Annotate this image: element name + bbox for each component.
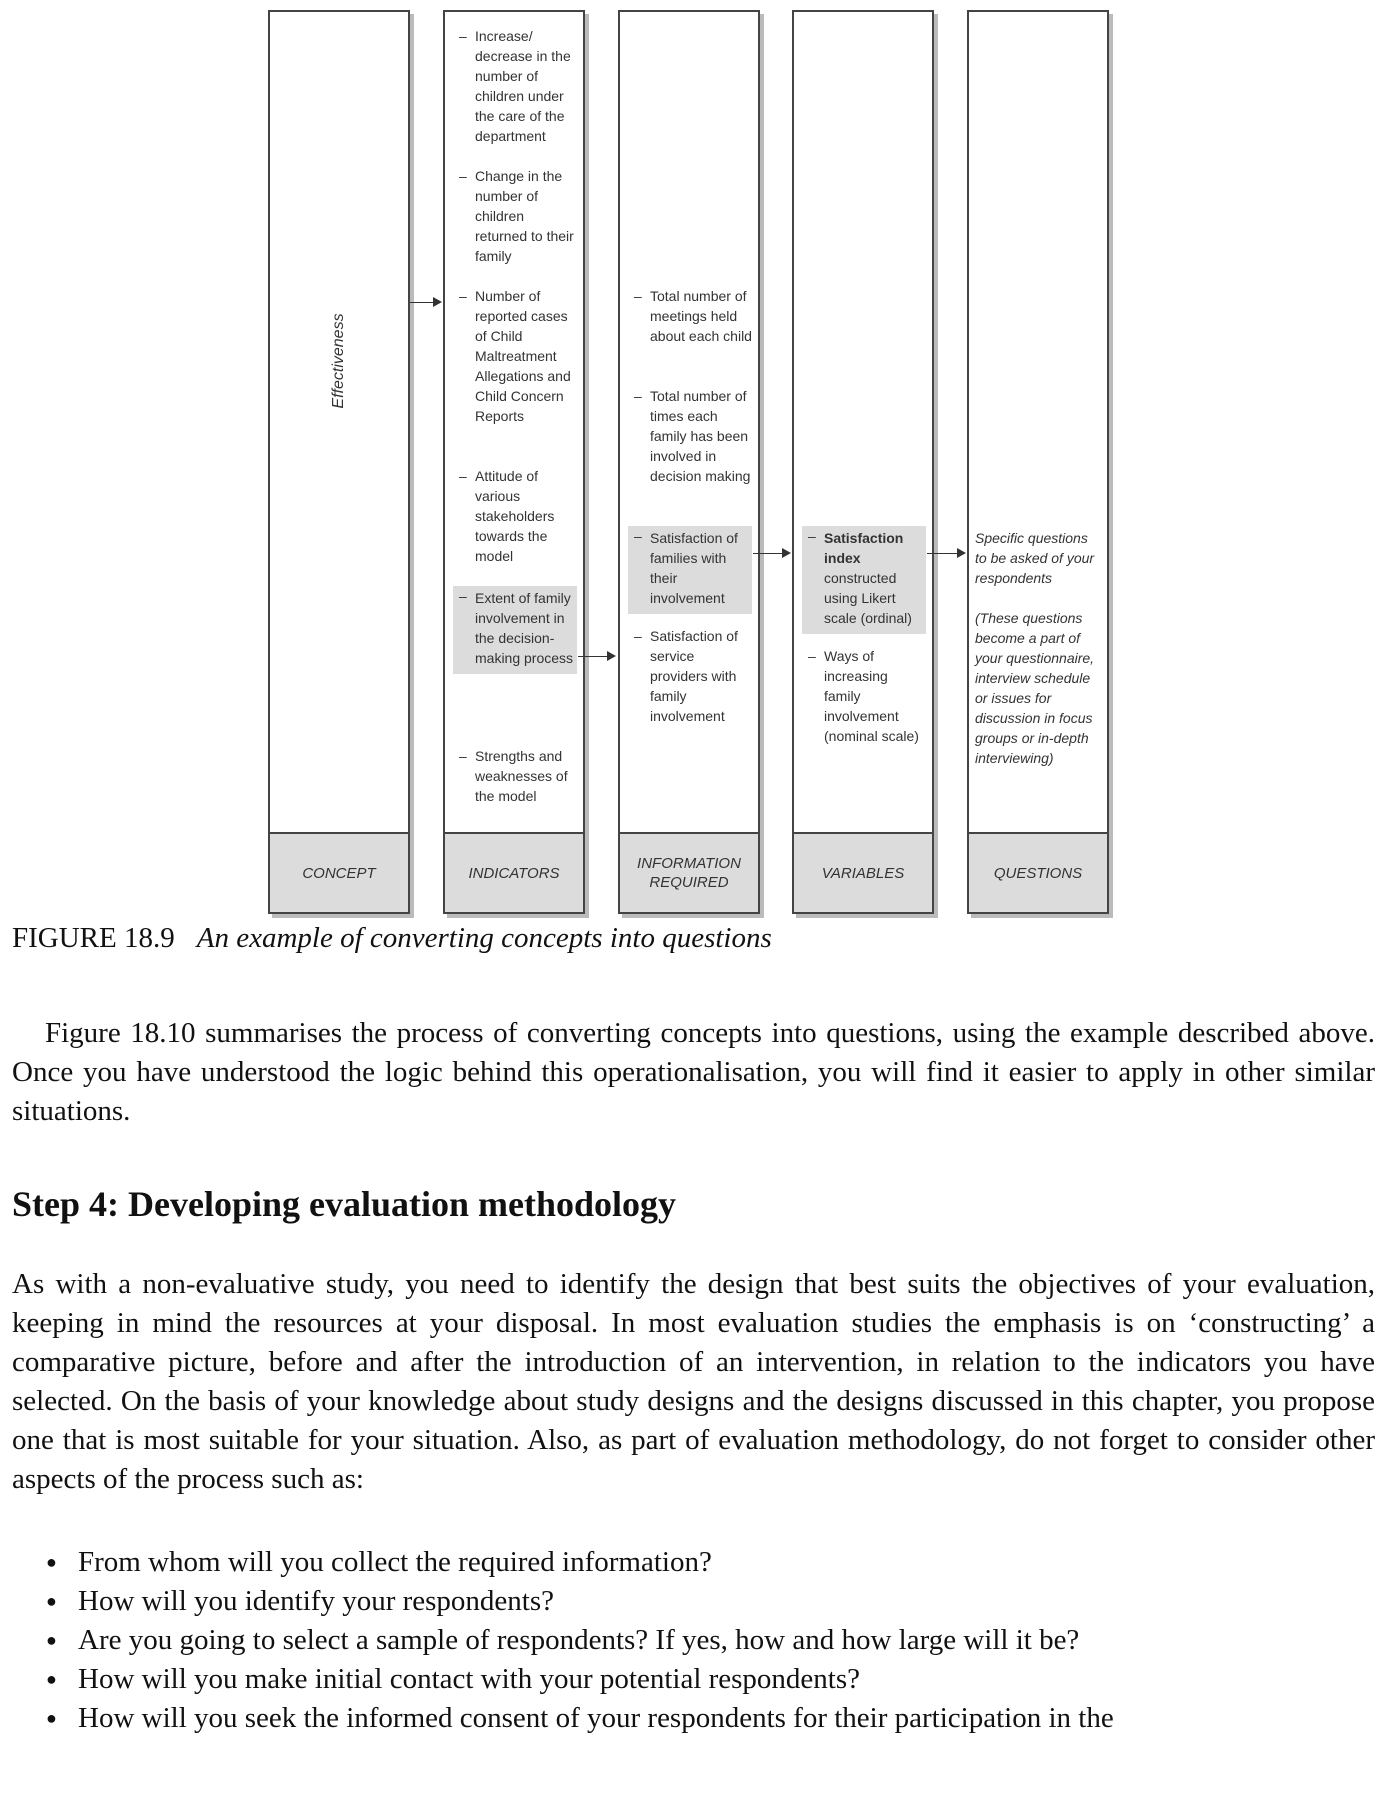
variable-item: – Ways of increasing family involvement (nominal scale) — [802, 646, 926, 746]
information-item: – Total number of times each family has been involved in decision making — [628, 386, 752, 486]
arrow-variables-to-questions — [927, 553, 964, 554]
information-header-line2: REQUIRED — [649, 874, 729, 891]
concept-column — [268, 10, 410, 914]
information-header-line1: INFORMATION — [637, 855, 741, 872]
variable-lead: Satisfaction index — [824, 530, 904, 566]
information-item: – Satisfaction of service providers with family involvement — [628, 626, 752, 726]
information-item-highlighted: – Satisfaction of families with their involvement — [628, 526, 752, 614]
arrow-information-to-variables — [753, 553, 789, 554]
variable-item-highlighted — [802, 526, 926, 634]
body-paragraph-1: Figure 18.10 summarises the process of converting concepts into questions, using the example described above. Once you have understood the logic behind this operationalisation, you will find it easier to apply in other similar situations. — [12, 1017, 1375, 1127]
indicator-item-highlighted: – Extent of family involvement in the decision-making process — [453, 586, 577, 674]
information-required-column-header — [620, 832, 758, 912]
information-required-column — [618, 10, 760, 914]
indicator-item: – Number of reported cases of Child Maltreatment Allegations and Child Concern Reports — [453, 286, 577, 426]
arrow-concept-to-indicators — [410, 302, 440, 303]
indicator-item: – Strengths and weaknesses of the model — [453, 746, 577, 806]
figure-caption-label: FIGURE 18.9 — [12, 922, 175, 954]
questions-note-text: (These questions become a part of your questionnaire, interview schedule or issues for discussion in focus groups or in-depth interviewing) — [975, 610, 1095, 766]
questions-main-text: Specific questions to be asked of your respondents — [975, 530, 1095, 586]
variables-column — [792, 10, 934, 914]
body-paragraph-2: As with a non-evaluative study, you need to identify the design that best suits the objectives of your evaluation, keeping in mind the resources at your disposal. In most evaluation studies the emphasis is on ‘constructing’ a comparative picture, before and after the introduction of an intervention, in relation to the indicators you have selected. On the basis of your knowledge about study designs and the designs discussed in this chapter, you propose one that is most suitable for your situation. Also, as part of evaluation methodology, do not forget to consider other aspects of the process such as: — [12, 1268, 1375, 1495]
bullet-item: ● How will you seek the informed consent of your respondents for their participation in the — [12, 1699, 1382, 1738]
questions-column — [967, 10, 1109, 914]
indicator-item: – Increase/ decrease in the number of children under the care of the department — [453, 26, 577, 146]
indicator-item: – Attitude of various stakeholders towards the model — [453, 466, 577, 566]
bullet-item: ● From whom will you collect the required information? — [12, 1543, 1382, 1582]
indicator-item: – Change in the number of children returned to their family — [453, 166, 577, 266]
concept-label: Effectiveness — [330, 313, 347, 409]
arrow-indicators-to-information — [578, 656, 614, 657]
figure-caption-title: An example of converting concepts into questions — [196, 922, 772, 954]
bullet-item: ● How will you make initial contact with your potential respondents? — [12, 1660, 1382, 1699]
concept-column-header: CONCEPT — [270, 832, 408, 912]
bullet-item: ● How will you identify your respondents? — [12, 1582, 1382, 1621]
indicators-column-header: INDICATORS — [445, 832, 583, 912]
bullet-list — [12, 1543, 1382, 1738]
figure-caption — [12, 922, 772, 955]
concepts-to-questions-figure — [268, 10, 1120, 922]
questions-column-header: QUESTIONS — [969, 832, 1107, 912]
variable-rest: constructed using Likert scale (ordinal) — [824, 570, 912, 626]
bullet-item: ● Are you going to select a sample of respondents? If yes, how and how large will it be? — [12, 1621, 1382, 1660]
variables-column-header: VARIABLES — [794, 832, 932, 912]
indicators-column — [443, 10, 585, 914]
information-item: – Total number of meetings held about each child — [628, 286, 752, 346]
section-heading: Step 4: Developing evaluation methodology — [12, 1184, 677, 1224]
